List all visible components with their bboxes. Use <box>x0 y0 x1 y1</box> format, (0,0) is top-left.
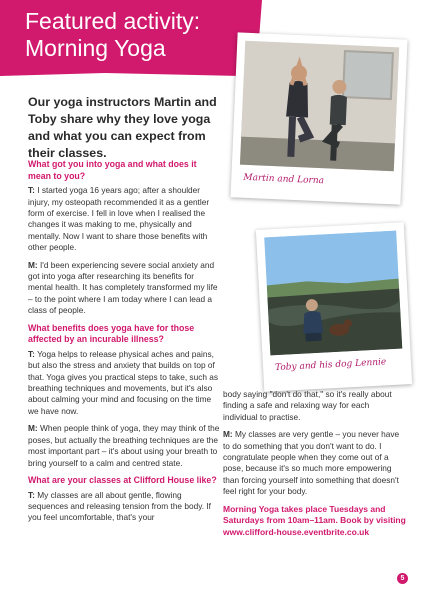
speaker-label: T: <box>28 185 35 196</box>
answer-text: My classes are very gentle – you never have to do something that you don't want to do. I congratulate people when they come out of a pose, because it's so much more empowering than forcing yourself into something that doesn't feel right for your body. <box>223 429 400 497</box>
speaker-label: T: <box>28 489 35 500</box>
answer-text: I started yoga 16 years ago; after a shoulder injury, my osteopath recommended it as a gentler form of exercise. I fell in love when I realised the changes it was making to me, physically and mentally. Now I want to share those benefits with other people. <box>28 185 210 253</box>
answer-paragraph <box>28 185 220 253</box>
photo-card-toby-lennie <box>256 222 412 392</box>
answer-paragraph <box>28 423 220 469</box>
answer-text: I'd been experiencing severe social anxiety and got into yoga after researching its benefits for mental health. It has completely transformed my life – to the point where I am today where I can lead a class of people. <box>28 259 218 316</box>
answer-paragraph <box>28 260 220 317</box>
beach-scene-illustration <box>264 231 402 356</box>
right-column <box>223 389 406 538</box>
photo-card-martin-lorna <box>230 32 407 204</box>
question-heading: What are your classes at Clifford House like? <box>28 474 217 485</box>
intro-paragraph: Our yoga instructors Martin and Toby share why they love yoga and what you can expect from their classes. <box>28 95 217 160</box>
banner-subtitle: Featured activity: <box>25 8 201 34</box>
banner-title: Morning Yoga <box>25 35 166 61</box>
speaker-label: T: <box>28 348 35 359</box>
speaker-label: M: <box>28 423 38 434</box>
booking-info: Morning Yoga takes place Tuesdays and Saturdays from 10am–11am. Book by visiting www.clifford-house.eventbrite.co.uk <box>223 503 406 537</box>
speaker-label: M: <box>28 259 38 270</box>
page-number: 5 <box>397 573 408 584</box>
answer-text: When people think of yoga, they may think of the poses, but actually the breathing techniques are the most important part – it's about using your breath to bring yourself to a calm and centred state. <box>28 423 220 468</box>
answer-text: Yoga helps to release physical aches and pains, but also the stress and anxiety that builds on top of that. Yoga gives you practical steps to take, such as breathing techniques and movements, but it's also about calming your mind and focusing on the time we have now. <box>28 348 219 416</box>
photo-toby-lennie <box>264 231 402 356</box>
yoga-pose-illustration <box>240 41 399 172</box>
speaker-label: M: <box>223 429 233 440</box>
answer-paragraph <box>28 490 220 524</box>
answer-paragraph <box>28 349 220 417</box>
photo-martin-lorna <box>240 41 399 172</box>
answer-text: My classes are all about gentle, flowing sequences and releasing tension from the body. If you feel uncomfortable, that's your <box>28 489 211 523</box>
answer-paragraph <box>223 429 406 497</box>
photo-caption: Martin and Lorna <box>243 172 325 187</box>
continuation-paragraph: body saying "don't do that," so it's really about finding a safe and relaxing way for each individual to practise. <box>223 389 392 422</box>
photo-caption: Toby and his dog Lennie <box>274 357 387 374</box>
question-heading: What benefits does yoga have for those affected by an incurable illness? <box>28 322 195 345</box>
question-heading: What got you into yoga and what does it mean to you? <box>28 159 197 181</box>
left-column <box>28 159 220 530</box>
